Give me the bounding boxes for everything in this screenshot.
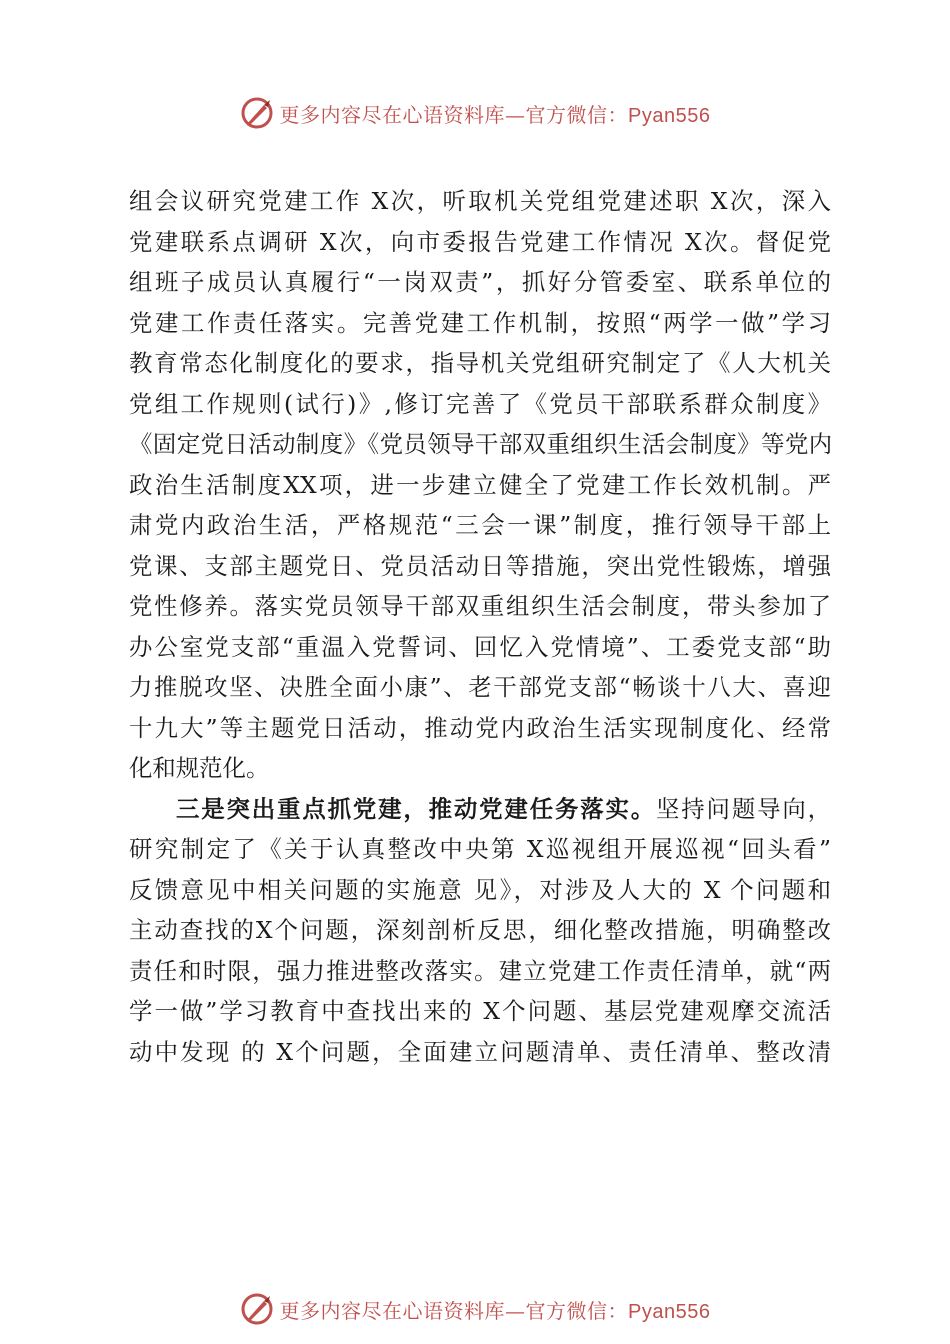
text-line: 主动查找的X个问题，深刻剖析反思，细化整改措施，明确整改: [129, 916, 831, 944]
text-line: 党建联系点调研 X次，向市委报告党建工作情况 X次。督促党: [129, 227, 831, 256]
text-line: 化和规范化。: [129, 754, 270, 782]
text-line: 动中发现 的 X个问题，全面建立问题清单、责任清单、整改清: [129, 1037, 831, 1066]
text-line: 研究制定了《关于认真整改中央第 X巡视组开展巡视“回头看”: [129, 835, 831, 863]
footer-wechat-id: Pyan556: [628, 1300, 711, 1323]
footer-text: [280, 1295, 711, 1324]
header-brand: 更多内容尽在心语资料库: [279, 102, 506, 127]
header-text: [280, 99, 711, 128]
text-line: 政治生活制度XX项，进一步建立健全了党建工作长效机制。严: [129, 470, 831, 499]
text-line: 党性修养。落实党员领导干部双重组织生活会制度，带头参加了: [129, 592, 831, 620]
text-line: 教育常态化制度化的要求，指导机关党组研究制定了《人大机关: [129, 349, 831, 377]
text-line: 组班子成员认真履行“一岗双责”，抓好分管委室、联系单位的: [129, 268, 831, 296]
footer-banner: [0, 1287, 950, 1331]
paragraph-2: [129, 789, 831, 1073]
paragraph-lead: 坚持问题导向，: [656, 794, 832, 823]
text-line: 党课、支部主题党日、党员活动日等措施，突出党性锻炼，增强: [129, 551, 831, 580]
quill-logo-icon: [240, 96, 274, 130]
footer-brand: 更多内容尽在心语资料库: [279, 1298, 506, 1323]
text-line: 学一做”学习教育中查找出来的 X个问题、基层党建观摩交流活: [129, 997, 831, 1025]
text-line: 十九大”等主题党日活动，推动党内政治生活实现制度化、经常: [129, 713, 831, 742]
footer-wechat-label: 官方微信：: [525, 1298, 629, 1323]
text-line: 反馈意见中相关问题的实施意 见》，对涉及人大的 X 个问题和: [129, 875, 831, 904]
header-wechat-label: 官方微信：: [525, 102, 629, 127]
paragraph-1: [129, 181, 831, 789]
text-line: 办公室党支部“重温入党誓词、回忆入党情境”、工委党支部“助: [129, 632, 831, 661]
document-body: [129, 181, 831, 1072]
text-line: 力推脱攻坚、决胜全面小康”、老干部党支部“畅谈十八大、喜迎: [129, 673, 831, 701]
text-line: 党组工作规则(试行)》,修订完善了《党员干部联系群众制度》: [129, 389, 831, 418]
footer-separator: —: [505, 1298, 526, 1323]
header-banner: [0, 91, 950, 135]
text-line: 组会议研究党建工作 X次，听取机关党组党建述职 X次，深入: [129, 187, 831, 215]
text-line: 责任和时限，强力推进整改落实。建立党建工作责任清单，就“两: [129, 956, 831, 985]
text-line: 《固定党日活动制度》《党员领导干部双重组织生活会制度》等党内: [129, 430, 831, 458]
header-wechat-id: Pyan556: [628, 104, 711, 127]
quill-logo-icon: [240, 1292, 274, 1326]
text-line: 党建工作责任落实。完善党建工作机制，按照“两学一做”学习: [129, 308, 831, 337]
text-line-first: [129, 789, 831, 830]
text-line: 肃党内政治生活，严格规范“三会一课”制度，推行领导干部上: [129, 511, 831, 539]
header-separator: —: [505, 102, 526, 127]
paragraph-heading: 三是突出重点抓党建，推动党建任务落实。: [176, 794, 657, 823]
